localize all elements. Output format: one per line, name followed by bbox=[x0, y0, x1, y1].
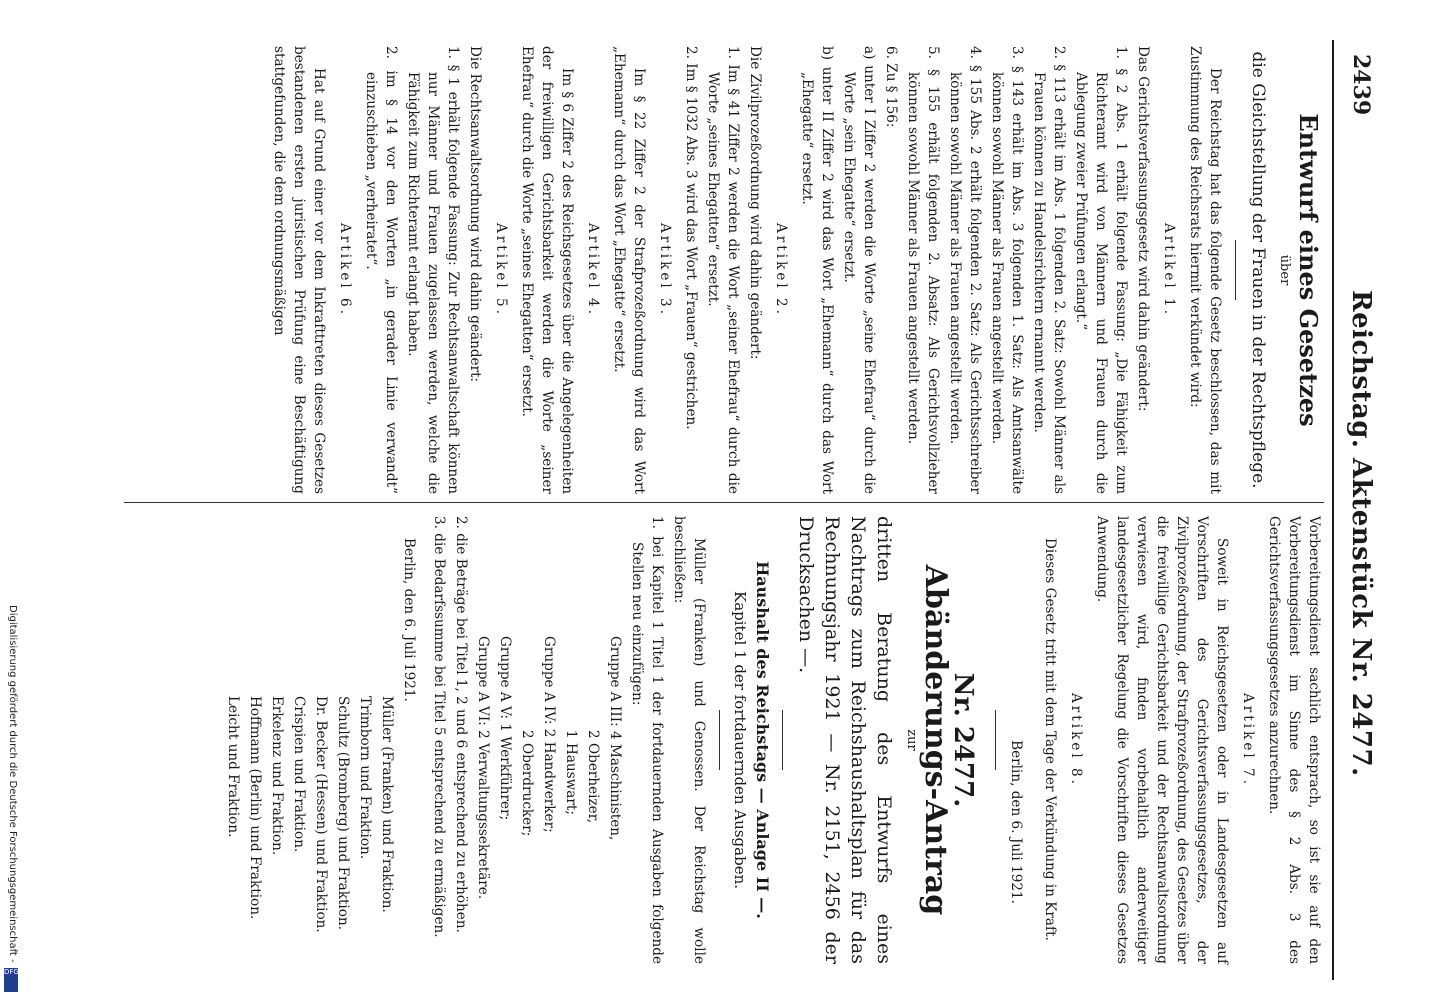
group-line: Gruppe A V: 1 Werkführer; bbox=[497, 636, 513, 821]
article-6-continuation: Vorbereitungsdienst sachlich entsprach, so ist sie auf den Vorbereitungsdienst im Sinne des § 2 Abs. 3 des Gerichtsverfassungsgesetzes anzurechnen. bbox=[1266, 516, 1322, 964]
article-8-text: Dieses Gesetz tritt mit dem Tage der Verkündung in Kraft. bbox=[1042, 538, 1058, 941]
article-1-item: 6. Zu § 156: bbox=[883, 46, 899, 128]
group-line: 2 Oberdrucker; bbox=[519, 730, 535, 837]
article-4-title: Artikel 4. bbox=[585, 222, 601, 318]
dfg-logo: DFG bbox=[4, 968, 18, 992]
group-line: Gruppe A IV: 2 Handwerker; bbox=[541, 636, 557, 833]
article-7-text: Soweit in Reichsgesetzen oder in Landesgesetzen auf Vorschriften des Gerichtsverfassungsgesetzes, der Zivilprozeßordnung, der Strafprozeßordnung, des Gesetzes über die freiwillige Gerichtsbarkeit und der Rechtsanwaltsordnung verwiesen wird, finden vorbehaltlich anderweitiger landesgesetzlicher Regelung die Vorschriften dieses Gesetzes Anwendung. bbox=[1094, 516, 1230, 964]
article-2-item: 1. Im § 41 Ziffer 2 werden die Wort „seiner Ehefrau“ durch die Worte „seines Ehegatten“ ersetzt. bbox=[705, 46, 741, 494]
page-number: 2439 bbox=[1348, 54, 1374, 116]
signatory: Leicht und Fraktion. bbox=[225, 696, 241, 838]
article-5-intro: Die Rechtsanwaltsordnung wird dahin geändert: bbox=[467, 46, 483, 383]
article-3-title: Artikel 3. bbox=[657, 222, 673, 318]
article-1-item: b) unter II Ziffer 2 wird das Wort „Ehemann“ durch das Wort „Ehegatte“ ersetzt. bbox=[799, 46, 835, 494]
page-title: Reichstag. Aktenstück Nr. 2477. bbox=[1346, 290, 1376, 777]
article-1-item: 4. § 155 Abs. 2 erhält folgenden 2. Satz: Als Gerichtsschreiber können sowohl Männer als Frauen angestellt werden. bbox=[947, 46, 983, 494]
page-header bbox=[1332, 40, 1380, 980]
signatory: Dr. Becker (Hessen) und Fraktion. bbox=[313, 696, 329, 933]
date-line: Berlin, den 6. Juli 1921. bbox=[401, 538, 417, 702]
signatory: Erkelenz und Fraktion. bbox=[269, 696, 285, 856]
article-5-title: Artikel 5. bbox=[493, 222, 509, 318]
antrag-heading: Abänderungs-Antrag bbox=[918, 564, 953, 916]
mover-line: Müller (Franken) und Genossen. Der Reichstag wolle beschließen: bbox=[671, 516, 707, 964]
group-line: Gruppe A III: 4 Maschinisten, bbox=[607, 636, 623, 841]
article-2-intro: Die Zivilprozeßordnung wird dahin geändert: bbox=[747, 46, 763, 360]
article-1-item: 1. § 2 Abs. 1 erhält folgende Fassung: „Die Fähigkeit zum Richteramt wird von Männern und Frauen durch die Ablegung zweier Prüfungen erlangt.“ bbox=[1073, 46, 1129, 494]
article-1-item: 3. § 143 erhält im Abs. 3 folgenden 1. Satz: Als Amtsanwälte können sowohl Männer als Frauen angestellt werden. bbox=[989, 46, 1025, 494]
signatory: Müller (Franken) und Fraktion. bbox=[379, 696, 395, 913]
separator-rule bbox=[719, 710, 720, 770]
signatory: Trimborn und Fraktion. bbox=[357, 696, 373, 860]
credit-text: Digitalisierung gefördert durch die Deutsche Forschungsgemeinschaft - bbox=[7, 605, 18, 963]
group-line: 1 Hauswart; bbox=[563, 730, 579, 815]
column-antrag bbox=[109, 516, 1324, 964]
antrag-subject: dritten Beratung des Entwurfs eines Nachtrags zum Reichshaushaltsplan für das Rechnungsjahr 1921 — Nr. 2151, 2456 der Drucksachen —. bbox=[795, 516, 895, 964]
article-6-title: Artikel 6. bbox=[337, 222, 353, 318]
article-4-text: Im § 6 Ziffer 2 des Reichsgesetzes über die Angelegenheiten der freiwilligen Gerichtsbarkeit werden die Worte „seiner Ehefrau“ durch die Worte „seines Ehegatten“ ersetzt. bbox=[519, 46, 575, 494]
article-5-item: 1. § 1 erhält folgende Fassung: Zur Rechtsanwaltschaft können nur Männer und Frauen zugelassen werden, welche die Fähigkeit zum Richteramt erlangt haben. bbox=[405, 46, 461, 494]
signatory: Crispien und Fraktion. bbox=[291, 696, 307, 853]
signatory: Hoffmann (Berlin) und Fraktion. bbox=[247, 696, 263, 920]
document-number: Nr. 2477. bbox=[948, 672, 978, 808]
article-2-title: Artikel 2. bbox=[773, 222, 789, 318]
column-divider bbox=[124, 502, 1324, 503]
kapitel-heading: Kapitel 1 der fortdauernden Ausgaben. bbox=[731, 591, 749, 889]
separator-rule bbox=[995, 710, 996, 770]
preamble: Der Reichstag hat das folgende Gesetz beschlossen, das mit Zustimmung des Reichsrats hiermit verkündet wird: bbox=[1187, 46, 1223, 494]
article-7-title: Artikel 7. bbox=[1240, 692, 1256, 788]
article-1-title: Artikel 1. bbox=[1161, 222, 1177, 318]
article-3-text: Im § 22 Ziffer 2 der Strafprozeßordnung wird das Wort „Ehemann“ durch das Wort „Ehegatte“ ersetzt. bbox=[611, 46, 647, 494]
haushalt-heading: Haushalt des Reichstags — Anlage II —. bbox=[753, 561, 772, 919]
antrag-item-1: 1. bei Kapitel 1 Titel 1 der fortdauernden Ausgaben folgende Stellen neu einzufügen: bbox=[629, 516, 665, 964]
antrag-item-3: 3. die Bedarfssumme bei Titel 5 entsprechend zu ermäßigen. bbox=[431, 516, 447, 938]
article-2-item: 2. Im § 1032 Abs. 3 wird das Wort „Frauen“ gestrichen. bbox=[683, 46, 699, 430]
law-ueber: über bbox=[1277, 254, 1292, 286]
article-1-item: 2. § 113 erhält im Abs. 1 folgenden 2. Satz: Sowohl Männer als Frauen können zu Handelsrichtern ernannt werden. bbox=[1031, 46, 1067, 494]
antrag-item-2: 2. die Beträge bei Titel 1, 2 und 6 entsprechend zu erhöhen. bbox=[453, 516, 469, 933]
article-1-item: 5. § 155 erhält folgenden 2. Absatz: Als Gerichtsvollzieher können sowohl Männer als Frauen angestellt werden. bbox=[905, 46, 941, 494]
article-6-text: Hat auf Grund einer vor dem Inkrafttreten dieses Gesetzes bestandenen ersten juristischen Prüfung eine Beschäftigung stattgefunden, die dem ordnungsmäßigen bbox=[271, 46, 327, 494]
law-subject: die Gleichstellung der Frauen in der Rechtspflege. bbox=[1248, 51, 1268, 489]
law-heading: Entwurf eines Gesetzes bbox=[1294, 113, 1323, 427]
article-1-item: a) unter I Ziffer 2 werden die Worte „seine Ehefrau“ durch die Worte „sein Ehegatte“ ersetzt. bbox=[841, 46, 877, 494]
article-5-item: 2. im § 14 vor den Worten „in gerader Linie verwandt“ einzuschieben „verheiratet“. bbox=[363, 46, 399, 494]
column-gesetzentwurf bbox=[109, 46, 1324, 494]
article-1-intro: Das Gerichtsverfassungsgesetz wird dahin geändert: bbox=[1135, 46, 1151, 412]
separator-rule bbox=[1235, 240, 1236, 300]
article-8-title: Artikel 8. bbox=[1068, 692, 1084, 788]
antrag-zur: zur bbox=[904, 729, 919, 751]
separator-rule bbox=[782, 710, 783, 770]
group-line: Gruppe A VI: 2 Verwaltungssekretäre. bbox=[475, 636, 491, 900]
signatories bbox=[223, 516, 397, 964]
digitization-credit bbox=[2, 0, 20, 1000]
date-line: Berlin, den 6. Juli 1921. bbox=[1008, 740, 1024, 904]
signatory: Schultz (Bromberg) und Fraktion. bbox=[335, 696, 351, 931]
document-page bbox=[100, 40, 1380, 980]
group-line: 2 Oberheizer, bbox=[585, 730, 601, 824]
